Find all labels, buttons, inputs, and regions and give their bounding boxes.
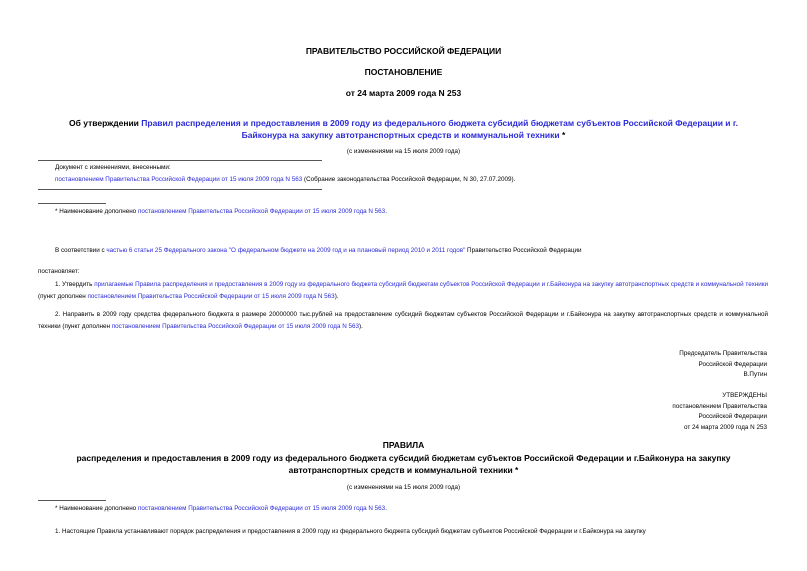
rules-subtitle-line1: распределения и предоставления в 2009 году из федерального бюджета субсидий бюджетам субъектов Российской Федерации и г.Байконура на закупку: [76, 453, 731, 463]
footnote-2: [55, 503, 387, 514]
signature-position: Председатель Правительства: [679, 350, 767, 357]
item-1-note-suffix: ).: [334, 292, 339, 300]
preamble-suffix: Правительство Российской Федерации: [465, 247, 582, 254]
rules-item-1: 1. Настоящие Правила устанавливают порядок распределения и предоставления в 2009 году из федерального бюджета субсидий бюджетам субъектов Российской Федерации и г.Байконура на закупку: [55, 528, 646, 535]
approval-block: [672, 391, 767, 433]
rules-heading: ПРАВИЛА: [382, 440, 425, 450]
rules-subtitle-line2: автотранспортных средств и коммунальной техники *: [288, 465, 519, 475]
approval-date: от 24 марта 2009 года N 253: [683, 423, 767, 431]
divider: [38, 189, 322, 190]
footnote-1-link[interactable]: постановлением Правительства Российской Федерации от 15 июля 2009 года N 563: [137, 208, 386, 215]
item-2: [38, 309, 768, 332]
item-2-text: 2. Направить в 2009 году средства федерального бюджета в размере 20000000 тыс.рублей на предоставление субсидий бюджетам субъектов Российской Федерации и г.Байконура на закупку автотранспортных средств и коммунальной техники: [38, 311, 768, 330]
attached-rules-link[interactable]: прилагаемые Правила распределения и предоставления в 2009 году из федерального бюджета субсидий бюджетам субъектов Российской Федерации и г.Байконура на закупку автотранспортных средств и коммунальной техники: [94, 281, 769, 288]
approval-by: постановлением Правительства: [672, 402, 767, 410]
amended-doc-label: Документ с изменениями, внесенными:: [55, 164, 171, 171]
rules-title-link[interactable]: Правил распределения и предоставления в 2009 году из федерального бюджета субсидий бюджетам субъектов Российской Федерации и г.: [141, 118, 738, 128]
amended-doc-tail: (Собрание законодательства Российской Федерации, N 30, 27.07.2009).: [302, 176, 516, 183]
signature-country: Российской Федерации: [698, 360, 767, 368]
item-1-note-prefix: (пункт дополнен: [38, 292, 88, 300]
item-1-amendment-link[interactable]: постановлением Правительства Российской Федерации от 15 июля 2009 года N 563: [87, 292, 335, 300]
revision-note: (с изменениями на 15 июля 2009 года): [346, 148, 461, 155]
footnote-1-prefix: * Наименование дополнено: [55, 208, 138, 215]
rules-revision-note: (с изменениями на 15 июля 2009 года): [346, 484, 461, 491]
decree-word: постановляет:: [38, 268, 80, 275]
item-1: [38, 279, 768, 302]
footnote-2-link[interactable]: постановлением Правительства Российской Федерации от 15 июля 2009 года N 563: [137, 505, 386, 512]
footnote-divider: [38, 500, 106, 501]
signature-name: В.Путин: [743, 371, 767, 378]
item-2-amendment-link[interactable]: постановлением Правительства Российской Федерации от 15 июля 2009 года N 563: [111, 322, 360, 330]
government-heading: ПРАВИТЕЛЬСТВО РОССИЙСКОЙ ФЕДЕРАЦИИ: [305, 46, 502, 56]
signature-block: [679, 349, 767, 381]
approval-country: Российской Федерации: [698, 413, 767, 420]
divider: [38, 160, 322, 161]
item-2-note-suffix: ).: [359, 322, 363, 330]
rules-subtitle: [0, 452, 807, 476]
approval-word: УТВЕРЖДЕНЫ: [722, 392, 767, 399]
amended-doc-line: [55, 174, 515, 185]
title-asterisk: *: [559, 130, 566, 140]
title-prefix: Об утверждении: [69, 118, 142, 128]
decree-date: от 24 марта 2009 года N 253: [345, 88, 462, 98]
doc-type-heading: ПОСТАНОВЛЕНИЕ: [364, 67, 443, 77]
federal-law-link[interactable]: частью 6 статьи 25 Федерального закона "О федеральном бюджете на 2009 год и на плановый период 2010 и 2011 годов": [106, 247, 466, 254]
item-2-note-prefix: (пункт дополнен: [60, 322, 112, 330]
footnote-2-suffix: .: [385, 505, 387, 512]
item-1-prefix: 1. Утвердить: [55, 281, 95, 288]
decree-title: [0, 117, 807, 141]
preamble-prefix: В соответствии с: [55, 247, 107, 254]
amendment-link[interactable]: постановлением Правительства Российской Федерации от 15 июля 2009 года N 563: [55, 176, 303, 183]
footnote-1-suffix: .: [385, 208, 387, 215]
footnote-1: [55, 206, 387, 217]
footnote-2-prefix: * Наименование дополнено: [55, 505, 138, 512]
rules-title-link-cont[interactable]: Байконура на закупку автотранспортных средств и коммунальной техники: [241, 130, 560, 140]
footnote-divider: [38, 203, 106, 204]
preamble: [55, 245, 582, 256]
